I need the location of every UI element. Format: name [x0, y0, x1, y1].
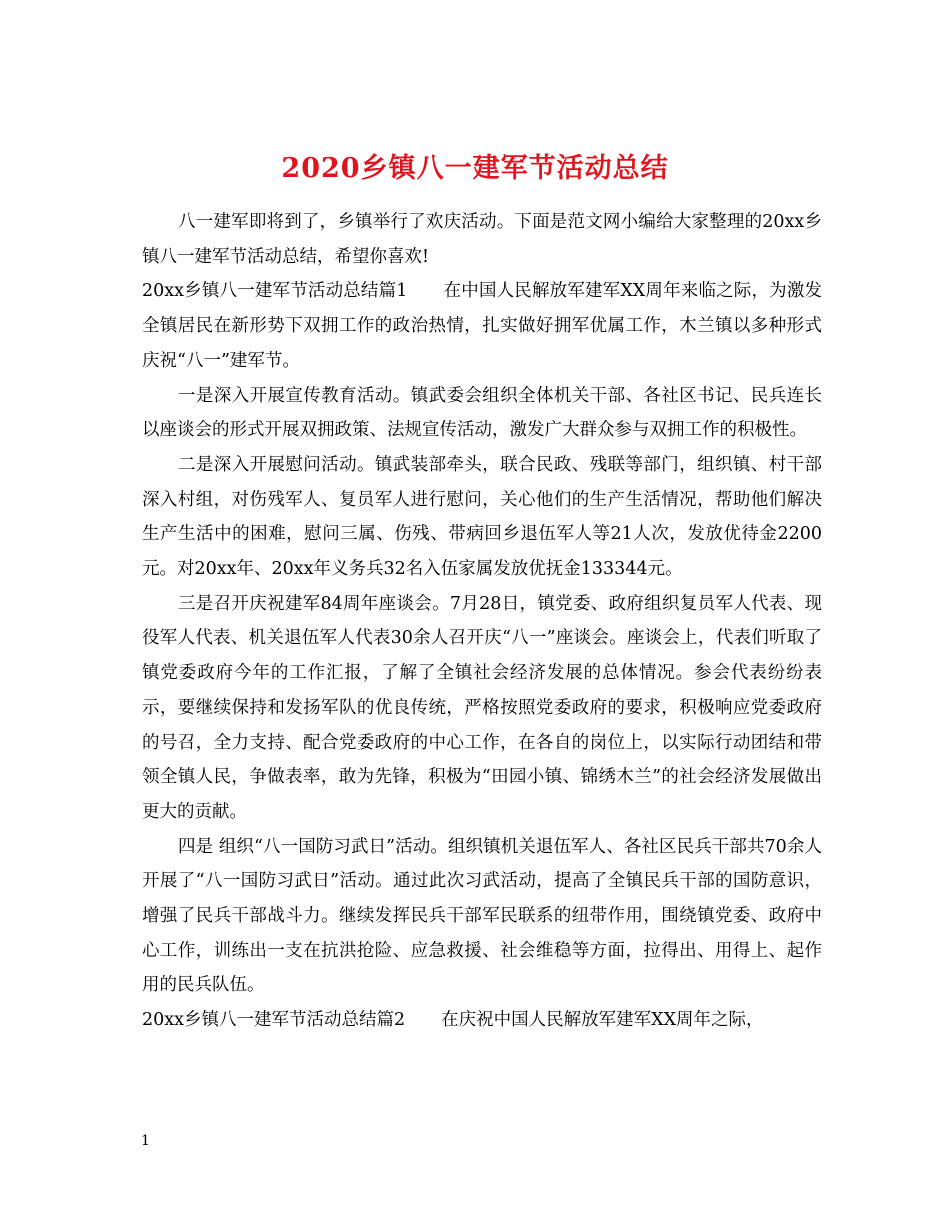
paragraph-4: 四是 组织“八一国防习武日”活动。组织镇机关退伍军人、各社区民兵干部共70余人开展了“八一国防习武日”活动。通过此次习武活动，提高了全镇民兵干部的国防意识，增强了民兵干部战斗力。继续发挥民兵干部军民联系的纽带作用，围绕镇党委、政府中心工作，训练出一支在抗洪抢险、应急救援、社会维稳等方面，拉得出、用得上、起作用的民兵队伍。 [142, 836, 822, 996]
document-body [142, 205, 822, 1038]
paragraph-3: 三是召开庆祝建军84周年座谈会。7月28日，镇党委、政府组织复员军人代表、现役军人代表、机关退伍军人代表30余人召开庆“八一”座谈会。座谈会上，代表们听取了镇党委政府今年的工作汇报，了解了全镇社会经济发展的总体情况。参会代表纷纷表示，要继续保持和发扬军队的优良传统，严格按照党委政府的要求，积极响应党委政府的号召，全力支持、配合党委政府的中心工作，在各自的岗位上，以实际行动团结和带领全镇人民，争做表率，敢为先锋，积极为“田园小镇、锦绣木兰”的社会经济发展做出更大的贡献。 [142, 593, 822, 822]
section-1-line [142, 274, 822, 378]
paragraph-2: 二是深入开展慰问活动。镇武装部牵头，联合民政、残联等部门，组织镇、村干部深入村组，对伤残军人、复员军人进行慰问，关心他们的生产生活情况，帮助他们解决生产生活中的困难，慰问三属、伤残、带病回乡退伍军人等21人次，发放优待金2200元。对20xx年、20xx年义务兵32名入伍家属发放优抚金133344元。 [142, 454, 822, 580]
section-2-line [142, 1003, 822, 1038]
section-2-heading: 20xx乡镇八一建军节活动总结篇2 [142, 1010, 406, 1031]
paragraph-1: 一是深入开展宣传教育活动。镇武委会组织全体机关干部、各社区书记、民兵连长以座谈会的形式开展双拥政策、法规宣传活动，激发广大群众参与双拥工作的积极性。 [142, 385, 822, 441]
section-1-heading: 20xx乡镇八一建军节活动总结篇1 [142, 281, 408, 302]
page-number: 1 [141, 1133, 150, 1149]
section-2-lead: 在庆祝中国人民解放军建军XX周年之际， [441, 1010, 764, 1031]
section-1-lead: 在中国人民解放军建军XX周年来临之际，为激发全镇居民在新形势下双拥工作的政治热情，扎实做好拥军优属工作，木兰镇以多种形式庆祝“八一”建军节。 [142, 281, 823, 371]
document-title: 2020乡镇八一建军节活动总结 [281, 153, 669, 185]
intro-paragraph: 八一建军即将到了，乡镇举行了欢庆活动。下面是范文网小编给大家整理的20xx乡镇八一建军节活动总结，希望你喜欢! [142, 212, 822, 267]
